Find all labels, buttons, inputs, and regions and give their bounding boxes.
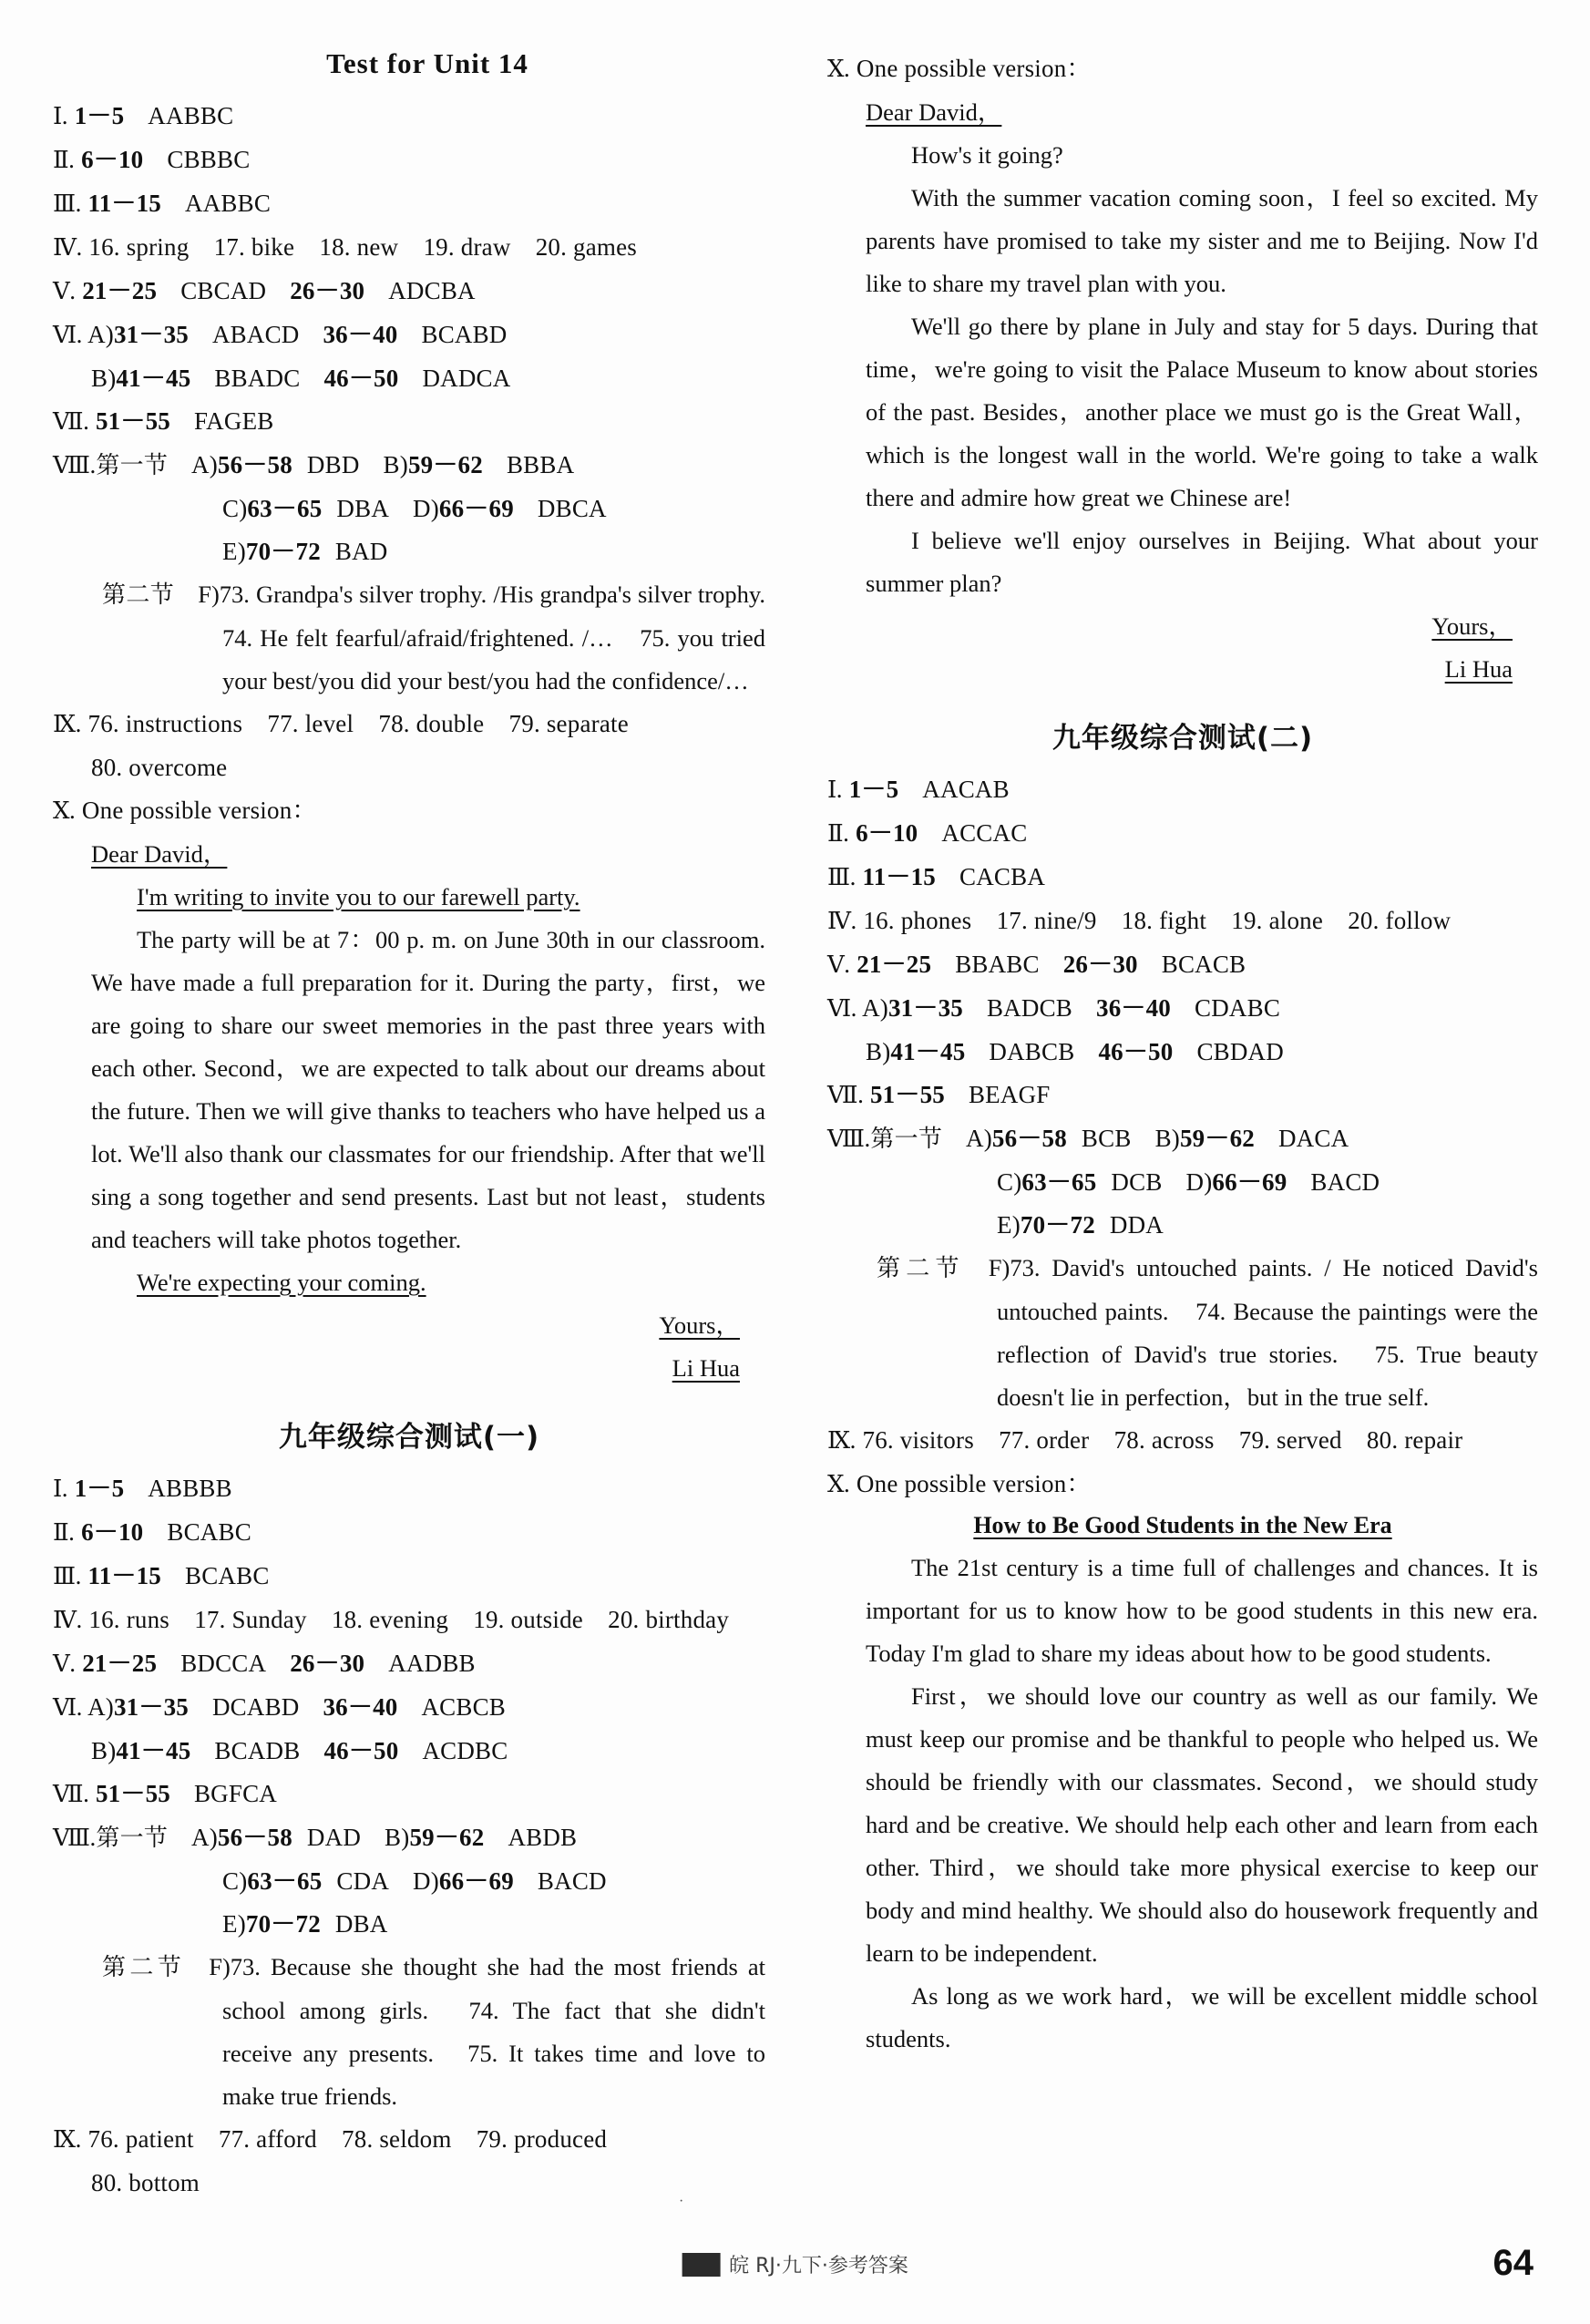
answer-string: BBADC: [214, 365, 301, 392]
fill-in-items: 16. phones 17. nine/9 18. fight 19. alone 20. follow: [863, 907, 1452, 934]
answer-string: AABBC: [185, 190, 272, 217]
letter-signature: Li Hua: [1444, 655, 1513, 683]
roman-numeral: Ⅵ: [827, 995, 851, 1023]
answer-string: CDABC: [1195, 994, 1281, 1022]
answer-row: Ⅱ. 6－10 CBBBC: [53, 146, 251, 174]
question-range: 31－35: [113, 321, 189, 348]
question-range: 11－15: [87, 1562, 161, 1589]
sub-label: C): [222, 1867, 248, 1895]
word-form-items: 76. instructions 77. level 78. double 79. separate: [87, 710, 629, 737]
roman-numeral: Ⅹ: [827, 56, 845, 83]
roman-numeral: Ⅷ: [53, 452, 90, 479]
question-range: 63－65: [247, 1867, 323, 1895]
sub-label: F): [988, 1254, 1010, 1281]
question-range: 36－40: [1096, 994, 1171, 1022]
answer-string: DDA: [1109, 1211, 1164, 1239]
answer-string: BADCB: [986, 994, 1072, 1022]
answer-string: AACAB: [922, 776, 1010, 803]
fill-in-row: Ⅳ. 16. phones 17. nine/9 18. fight 19. alone 20. follow: [827, 907, 1452, 935]
sub-label: B): [383, 451, 408, 478]
sub-label: A): [966, 1125, 992, 1152]
answer-row: Ⅰ. 1－5 ABBBB: [53, 1475, 232, 1503]
question-range: 63－65: [247, 495, 323, 522]
answer-row: Ⅱ. 6－10 BCABC: [53, 1518, 251, 1547]
word-form-row: [53, 746, 765, 789]
answer-string: ACBCB: [421, 1693, 507, 1721]
answer-string: BDCCA: [180, 1650, 267, 1677]
question-range: 1－5: [848, 776, 899, 803]
roman-numeral: Ⅳ: [827, 908, 851, 935]
sub-label: D): [413, 495, 439, 522]
letter-paragraph-1: I'm writing to invite you to our farewell party.: [137, 883, 580, 910]
roman-numeral: Ⅶ: [53, 1781, 84, 1808]
answer-string: DBD: [306, 451, 360, 478]
answer-row: Ⅲ. 11－15 AABBC: [53, 190, 272, 218]
answer-string: CDA: [336, 1867, 390, 1895]
answer-string: ACCAC: [941, 819, 1028, 847]
roman-numeral: Ⅰ: [827, 776, 836, 804]
question-range: 26－30: [1062, 951, 1138, 978]
writing-section-header: Ⅹ. One possible version：: [53, 797, 317, 825]
answer-string: DAD: [306, 1824, 362, 1851]
letter-paragraph-3: We'll go there by plane in July and stay for 5 days. During that time，we're going to visit the Palace Museum to know about stories of the past. Besides，another place we must go is the Great Wall，which is the longest wall in the world. We're going to take a walk there and admire how great we Chinese are!: [866, 313, 1538, 511]
question-range: 11－15: [87, 190, 161, 217]
question-range: 59－62: [1179, 1125, 1255, 1152]
question-range: 21－25: [82, 277, 158, 304]
answer-string: DADCA: [422, 365, 511, 392]
word-form-items: 80. bottom: [91, 2169, 200, 2196]
word-form-items: 76. patient 77. afford 78. seldom 79. produced: [87, 2125, 608, 2153]
answer-string: BBBA: [506, 451, 575, 478]
part2-text: 73. Because she thought she had the most friends at school among girls. 74. The fact that she didn't receive any presents. 75. It takes time and love to make true friends.: [222, 1953, 765, 2110]
answer-string: DBA: [334, 1910, 388, 1938]
roman-numeral: Ⅱ: [827, 820, 844, 848]
answer-string: CBDAD: [1196, 1038, 1284, 1065]
answer-row: Ⅴ. 21－25 BDCCA 26－30 AADBB: [53, 1650, 476, 1678]
answer-string: BCACB: [1161, 951, 1246, 978]
answer-string: DCABD: [211, 1693, 300, 1721]
answer-row: Ⅲ. 11－15 BCABC: [53, 1562, 270, 1590]
roman-numeral: Ⅵ: [53, 1694, 77, 1722]
part2-text: 73. Grandpa's silver trophy. /His grandpa's silver trophy. 74. He felt fearful/afraid/frightened. /… 75. you tried your best/you did your best/you had the confidence/…: [219, 581, 790, 694]
answer-row: Ⅵ. A)31－35 BADCB 36－40 CDABC: [827, 994, 1281, 1023]
question-range: 56－58: [217, 1824, 292, 1851]
left-column: [53, 47, 790, 2205]
question-range: 46－50: [1098, 1038, 1174, 1065]
answer-string: BGFCA: [193, 1780, 277, 1807]
roman-numeral: Ⅴ: [53, 278, 70, 305]
question-range: 70－72: [245, 538, 321, 565]
sub-label: A): [87, 1693, 114, 1721]
question-range: 26－30: [290, 277, 365, 304]
letter-paragraph-2: The party will be at 7：00 p. m. on June 30th in our classroom. We have made a full preparation for it. During the party，first，we are going to share our sweet memories in the past three years with each other. Second，we are expected to talk about our dreams about the future. Then we will give thanks to teachers who have helped us a lot. We'll also thank our classmates for our friendship. After that we'll sing a song together and send presents. Last but not least，students and teachers will take photos together.: [91, 926, 765, 1253]
writing-section-header: Ⅹ. One possible version：: [827, 1470, 1092, 1498]
word-form-items: 76. visitors 77. order 78. across 79. served 80. repair: [862, 1426, 1463, 1454]
right-column: [809, 47, 1538, 2061]
question-range: 6－10: [81, 1518, 144, 1546]
answer-string: CBCAD: [180, 277, 267, 304]
comprehensive-test-2-title: 九年级综合测试(二): [1051, 722, 1314, 755]
answer-string: BCABD: [421, 321, 508, 348]
answer-string: BAD: [334, 538, 388, 565]
roman-numeral: Ⅷ: [53, 1825, 90, 1852]
question-range: 6－10: [856, 819, 918, 847]
comprehensive-test-1-title: 九年级综合测试(一): [278, 1421, 540, 1454]
answer-row: Ⅶ. 51－55 BGFCA: [53, 1780, 277, 1808]
question-range: 51－55: [95, 1780, 170, 1807]
roman-numeral: Ⅰ: [53, 103, 62, 130]
one-possible-version-label: One possible version：: [856, 1470, 1092, 1497]
answer-string: FAGEB: [193, 407, 274, 435]
fill-in-row: Ⅳ. 16. spring 17. bike 18. new 19. draw 20. games: [53, 233, 638, 262]
section-part-label: 第二节: [102, 581, 175, 609]
question-range: 31－35: [113, 1693, 189, 1721]
letter-salutation: Dear David，: [866, 98, 1002, 126]
sub-label: A): [191, 1824, 218, 1851]
letter-signoff: Yours，: [659, 1311, 740, 1339]
roman-numeral: Ⅹ: [827, 1471, 845, 1498]
sub-label: E): [222, 1910, 246, 1938]
question-range: 46－50: [323, 365, 399, 392]
roman-numeral: Ⅱ: [53, 1519, 69, 1547]
question-range: 36－40: [323, 321, 398, 348]
answer-string: BCABC: [185, 1562, 270, 1589]
sub-label: C): [997, 1168, 1022, 1196]
letter-salutation: Dear David，: [91, 840, 228, 868]
sub-label: C): [222, 495, 248, 522]
question-range: 51－55: [869, 1081, 945, 1108]
part2-text: 73. David's untouched paints. / He noticed David's untouched paints. 74. Because the paintings were the reflection of David's true stories. 75. True beauty doesn't lie in perfection，but in the true self.: [997, 1254, 1538, 1411]
answer-row: [53, 1903, 765, 1946]
sub-label: B): [866, 1038, 891, 1065]
sub-label: F): [198, 581, 220, 608]
roman-numeral: Ⅴ: [53, 1650, 70, 1678]
letter-paragraph-4: I believe we'll enjoy ourselves in Beijing. What about your summer plan?: [866, 527, 1538, 597]
sub-label: B): [1154, 1125, 1180, 1152]
sub-label: A): [191, 451, 218, 478]
question-range: 56－58: [991, 1125, 1067, 1152]
letter-paragraph-2: With the summer vacation coming soon，I feel so excited. My parents have promised to take my sister and me to Beijing. Now I'd like to share my travel plan with you.: [866, 184, 1538, 297]
footer-imprint-text: 皖 RJ·九下·参考答案: [729, 2255, 908, 2278]
answer-row: Ⅷ.第一节 A)56－58 DAD B)59－62 ABDB: [53, 1824, 578, 1852]
sub-label: E): [222, 538, 246, 565]
essay-paragraph-1: The 21st century is a time full of challenges and chances. It is important for us to know how to be good students in this new era. Today I'm glad to share my ideas about how to be good students.: [866, 1554, 1538, 1667]
answer-row: Ⅱ. 6－10 ACCAC: [827, 819, 1028, 848]
footer-color-swatch: [682, 2253, 720, 2277]
roman-numeral: Ⅲ: [827, 864, 850, 891]
answer-string: BCB: [1081, 1125, 1132, 1152]
page-footer: [0, 2226, 1590, 2284]
roman-numeral: Ⅹ: [53, 797, 70, 825]
question-range: 31－35: [887, 994, 963, 1022]
sub-label: B): [385, 1824, 410, 1851]
fill-in-items: 16. runs 17. Sunday 18. evening 19. outside 20. birthday: [88, 1606, 730, 1633]
section-part-label: 第二节: [102, 1954, 186, 1981]
question-range: 41－45: [116, 365, 191, 392]
section-part-label: 第一节: [96, 452, 169, 479]
question-range: 66－69: [1212, 1168, 1287, 1196]
roman-numeral: Ⅰ: [53, 1476, 62, 1503]
sub-label: A): [862, 994, 888, 1022]
roman-numeral: Ⅶ: [53, 408, 84, 436]
answer-row: Ⅰ. 1－5 AABBC: [53, 102, 234, 130]
answer-string: CBBBC: [167, 146, 251, 173]
answer-row: [53, 1860, 765, 1903]
sub-label: D): [1185, 1168, 1213, 1196]
answer-string: ABDB: [508, 1824, 578, 1851]
answer-string: BEAGF: [968, 1081, 1051, 1108]
question-range: 36－40: [323, 1693, 398, 1721]
answer-row: [827, 1204, 1538, 1247]
letter-signature: Li Hua: [672, 1354, 740, 1382]
answer-row: [53, 488, 765, 530]
sub-label: B): [91, 1737, 117, 1764]
section8-part2-block: [53, 573, 790, 703]
question-range: 63－65: [1021, 1168, 1097, 1196]
answer-row: [827, 1031, 1538, 1074]
unit14-title: Test for Unit 14: [326, 47, 528, 79]
roman-numeral: Ⅷ: [827, 1126, 865, 1153]
answer-string: DABCB: [989, 1038, 1075, 1065]
roman-numeral: Ⅴ: [827, 951, 845, 979]
question-range: 21－25: [857, 951, 932, 978]
answer-string: BACD: [537, 1867, 607, 1895]
one-possible-version-label: One possible version：: [856, 55, 1092, 82]
answer-row: Ⅲ. 11－15 CACBA: [827, 863, 1046, 891]
answer-string: BCABC: [167, 1518, 251, 1546]
roman-numeral: Ⅶ: [827, 1082, 858, 1109]
answer-row: [53, 1730, 765, 1773]
answer-row: Ⅵ. A)31－35 DCABD 36－40 ACBCB: [53, 1693, 507, 1722]
answer-row: Ⅷ.第一节 A)56－58 BCB B)59－62 DACA: [827, 1125, 1349, 1153]
page-number: 64: [1493, 2243, 1534, 2283]
roman-numeral: Ⅲ: [53, 190, 76, 218]
footer-imprint: [682, 2250, 908, 2278]
roman-numeral: Ⅵ: [53, 322, 77, 349]
essay-title: How to Be Good Students in the New Era: [973, 1512, 1392, 1538]
question-range: 70－72: [1020, 1211, 1095, 1239]
sub-label: E): [997, 1211, 1021, 1239]
roman-numeral: Ⅱ: [53, 147, 69, 174]
word-form-row: Ⅸ. 76. patient 77. afford 78. seldom 79. produced: [53, 2125, 608, 2154]
answer-string: DACA: [1277, 1125, 1349, 1152]
answer-row: [53, 530, 765, 573]
roman-numeral: Ⅸ: [53, 711, 76, 738]
answer-string: DBCA: [537, 495, 607, 522]
roman-numeral: Ⅸ: [827, 1427, 850, 1455]
question-range: 59－62: [407, 451, 483, 478]
roman-numeral: Ⅲ: [53, 1563, 76, 1590]
fill-in-row: Ⅳ. 16. runs 17. Sunday 18. evening 19. outside 20. birthday: [53, 1606, 730, 1634]
answer-string: ADCBA: [388, 277, 476, 304]
sub-label: F): [209, 1953, 231, 1980]
answer-string: ABACD: [211, 321, 300, 348]
question-range: 66－69: [438, 495, 514, 522]
question-range: 51－55: [95, 407, 170, 435]
fill-in-items: 16. spring 17. bike 18. new 19. draw 20. games: [88, 233, 638, 261]
answer-string: CACBA: [959, 863, 1046, 890]
answer-row: Ⅴ. 21－25 CBCAD 26－30 ADCBA: [53, 277, 476, 305]
question-range: 26－30: [290, 1650, 365, 1677]
answer-string: DBA: [336, 495, 390, 522]
roman-numeral: Ⅸ: [53, 2126, 76, 2154]
section8-part2-block: [53, 1946, 765, 2118]
one-possible-version-label: One possible version：: [81, 797, 317, 824]
answer-row: Ⅶ. 51－55 BEAGF: [827, 1081, 1051, 1109]
writing-section-header: Ⅹ. One possible version：: [827, 55, 1092, 83]
answer-row: Ⅴ. 21－25 BBABC 26－30 BCACB: [827, 951, 1246, 979]
answer-string: AABBC: [148, 102, 234, 129]
question-range: 70－72: [245, 1910, 321, 1938]
essay-paragraph-2: First，we should love our country as well as our family. We must keep our promise and be thankful to people who helped us. We should be friendly with our classmates. Second，we should study hard and be creative. We should help each other and learn from each other. Third，we should take more physical exercise to keep our body and mind healthy. We should also do housework frequently and learn to be independent.: [866, 1682, 1538, 1967]
letter-paragraph-3: We're expecting your coming.: [137, 1269, 426, 1296]
sub-label: B): [91, 365, 117, 392]
word-form-row: Ⅸ. 76. instructions 77. level 78. double 79. separate: [53, 710, 629, 738]
sub-label: A): [87, 321, 114, 348]
section-part-label: 第一节: [870, 1126, 943, 1153]
word-form-row: Ⅸ. 76. visitors 77. order 78. across 79. served 80. repair: [827, 1426, 1463, 1455]
question-range: 1－5: [74, 102, 125, 129]
answer-string: ACDBC: [422, 1737, 508, 1764]
question-range: 46－50: [323, 1737, 399, 1764]
answer-row: Ⅵ. A)31－35 ABACD 36－40 BCABD: [53, 321, 508, 349]
print-registration-mark: ·: [679, 2194, 684, 2209]
answer-row: [53, 357, 765, 400]
word-form-row: [53, 2162, 765, 2205]
question-range: 66－69: [438, 1867, 514, 1895]
question-range: 56－58: [217, 451, 292, 478]
answer-row: [827, 1161, 1538, 1204]
answer-string: BCADB: [214, 1737, 301, 1764]
answer-string: BBABC: [955, 951, 1040, 978]
answer-string: BACD: [1310, 1168, 1380, 1196]
essay-paragraph-3: As long as we work hard，we will be excellent middle school students.: [866, 1982, 1538, 2052]
question-range: 1－5: [74, 1475, 125, 1502]
question-range: 11－15: [862, 863, 936, 890]
section8-part2-block: [827, 1247, 1538, 1419]
word-form-items: 80. overcome: [91, 754, 228, 781]
letter-paragraph-1: How's it going?: [911, 141, 1063, 169]
section-part-label: 第二节: [877, 1255, 965, 1282]
roman-numeral: Ⅳ: [53, 1607, 77, 1634]
sub-label: D): [413, 1867, 439, 1895]
question-range: 41－45: [116, 1737, 191, 1764]
two-column-layout: [53, 47, 1538, 2196]
answer-string: DCB: [1111, 1168, 1163, 1196]
question-range: 41－45: [890, 1038, 966, 1065]
question-range: 59－62: [409, 1824, 485, 1851]
letter-signoff: Yours，: [1431, 612, 1513, 640]
answer-row: Ⅷ.第一节 A)56－58 DBD B)59－62 BBBA: [53, 451, 575, 479]
roman-numeral: Ⅳ: [53, 234, 77, 262]
section-part-label: 第一节: [96, 1825, 169, 1852]
answer-string: AADBB: [388, 1650, 476, 1677]
question-range: 21－25: [82, 1650, 158, 1677]
answer-string: ABBBB: [148, 1475, 232, 1502]
question-range: 6－10: [81, 146, 144, 173]
answer-row: Ⅰ. 1－5 AACAB: [827, 776, 1010, 804]
answer-row: Ⅶ. 51－55 FAGEB: [53, 407, 274, 436]
